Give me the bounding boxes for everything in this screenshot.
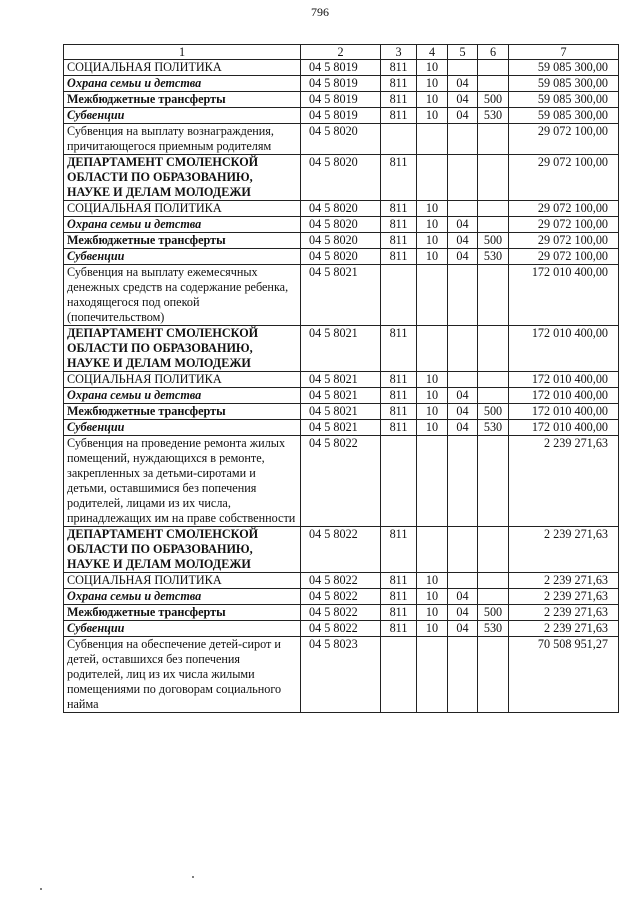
row-section xyxy=(417,326,448,372)
row-code: 04 5 8020 xyxy=(301,155,381,201)
row-name: Охрана семьи и детства xyxy=(64,388,301,404)
row-subsection: 04 xyxy=(448,388,478,404)
row-subsection: 04 xyxy=(448,76,478,92)
row-subsection: 04 xyxy=(448,404,478,420)
row-code: 04 5 8022 xyxy=(301,436,381,527)
row-name: Межбюджетные трансферты xyxy=(64,605,301,621)
row-section xyxy=(417,436,448,527)
row-name: СОЦИАЛЬНАЯ ПОЛИТИКА xyxy=(64,60,301,76)
row-grbs: 811 xyxy=(381,155,417,201)
row-code: 04 5 8020 xyxy=(301,233,381,249)
row-name: Субвенции xyxy=(64,249,301,265)
table-row xyxy=(64,326,619,372)
row-expense-type xyxy=(478,388,509,404)
row-amount: 172 010 400,00 xyxy=(509,420,619,436)
row-amount: 29 072 100,00 xyxy=(509,249,619,265)
row-section: 10 xyxy=(417,60,448,76)
row-amount: 172 010 400,00 xyxy=(509,388,619,404)
row-section: 10 xyxy=(417,108,448,124)
scan-speck xyxy=(192,876,194,878)
row-expense-type xyxy=(478,155,509,201)
row-grbs xyxy=(381,265,417,326)
row-expense-type: 530 xyxy=(478,621,509,637)
row-grbs xyxy=(381,436,417,527)
column-header: 2 xyxy=(301,45,381,60)
row-grbs: 811 xyxy=(381,60,417,76)
row-code: 04 5 8022 xyxy=(301,621,381,637)
row-amount: 29 072 100,00 xyxy=(509,155,619,201)
table-row xyxy=(64,527,619,573)
table-row xyxy=(64,388,619,404)
row-name: Охрана семьи и детства xyxy=(64,589,301,605)
row-expense-type xyxy=(478,217,509,233)
row-expense-type xyxy=(478,124,509,155)
row-amount: 2 239 271,63 xyxy=(509,527,619,573)
row-amount: 172 010 400,00 xyxy=(509,326,619,372)
row-subsection: 04 xyxy=(448,605,478,621)
row-amount: 59 085 300,00 xyxy=(509,60,619,76)
row-expense-type: 500 xyxy=(478,605,509,621)
row-code: 04 5 8023 xyxy=(301,637,381,713)
row-section: 10 xyxy=(417,420,448,436)
row-section: 10 xyxy=(417,249,448,265)
row-subsection: 04 xyxy=(448,621,478,637)
row-section: 10 xyxy=(417,621,448,637)
row-amount: 2 239 271,63 xyxy=(509,589,619,605)
row-name: Межбюджетные трансферты xyxy=(64,92,301,108)
row-amount: 59 085 300,00 xyxy=(509,108,619,124)
row-amount: 2 239 271,63 xyxy=(509,621,619,637)
row-expense-type xyxy=(478,201,509,217)
budget-table xyxy=(63,44,619,713)
row-amount: 2 239 271,63 xyxy=(509,605,619,621)
row-expense-type: 500 xyxy=(478,404,509,420)
row-code: 04 5 8019 xyxy=(301,108,381,124)
row-amount: 59 085 300,00 xyxy=(509,76,619,92)
row-grbs: 811 xyxy=(381,76,417,92)
row-subsection xyxy=(448,155,478,201)
column-header: 7 xyxy=(509,45,619,60)
row-code: 04 5 8022 xyxy=(301,527,381,573)
column-header: 3 xyxy=(381,45,417,60)
row-section: 10 xyxy=(417,388,448,404)
row-subsection xyxy=(448,60,478,76)
row-amount: 59 085 300,00 xyxy=(509,92,619,108)
row-name: Субвенция на выплату вознаграждения, причитающегося приемным родителям xyxy=(64,124,301,155)
row-expense-type xyxy=(478,326,509,372)
row-subsection: 04 xyxy=(448,92,478,108)
row-section: 10 xyxy=(417,92,448,108)
row-subsection xyxy=(448,265,478,326)
row-expense-type: 500 xyxy=(478,233,509,249)
row-subsection xyxy=(448,436,478,527)
row-subsection: 04 xyxy=(448,217,478,233)
row-amount: 172 010 400,00 xyxy=(509,404,619,420)
row-expense-type: 530 xyxy=(478,108,509,124)
row-grbs: 811 xyxy=(381,388,417,404)
row-expense-type xyxy=(478,436,509,527)
row-section: 10 xyxy=(417,201,448,217)
row-expense-type xyxy=(478,527,509,573)
table-row xyxy=(64,589,619,605)
table-row xyxy=(64,436,619,527)
column-header: 6 xyxy=(478,45,509,60)
row-subsection xyxy=(448,573,478,589)
row-expense-type xyxy=(478,372,509,388)
row-code: 04 5 8021 xyxy=(301,420,381,436)
row-grbs: 811 xyxy=(381,249,417,265)
table-row xyxy=(64,404,619,420)
row-expense-type: 530 xyxy=(478,420,509,436)
row-code: 04 5 8021 xyxy=(301,388,381,404)
column-header: 4 xyxy=(417,45,448,60)
table-row xyxy=(64,249,619,265)
row-name: Охрана семьи и детства xyxy=(64,217,301,233)
row-section: 10 xyxy=(417,217,448,233)
row-section: 10 xyxy=(417,404,448,420)
table-row xyxy=(64,76,619,92)
row-code: 04 5 8019 xyxy=(301,60,381,76)
row-subsection xyxy=(448,326,478,372)
row-name: СОЦИАЛЬНАЯ ПОЛИТИКА xyxy=(64,573,301,589)
column-header: 1 xyxy=(64,45,301,60)
row-grbs: 811 xyxy=(381,573,417,589)
row-amount: 172 010 400,00 xyxy=(509,265,619,326)
row-code: 04 5 8022 xyxy=(301,573,381,589)
row-grbs xyxy=(381,124,417,155)
table-row xyxy=(64,92,619,108)
row-amount: 172 010 400,00 xyxy=(509,372,619,388)
row-name: СОЦИАЛЬНАЯ ПОЛИТИКА xyxy=(64,372,301,388)
row-section xyxy=(417,124,448,155)
scan-speck xyxy=(40,888,42,890)
row-amount: 29 072 100,00 xyxy=(509,233,619,249)
table-row xyxy=(64,124,619,155)
row-name: Субвенции xyxy=(64,621,301,637)
row-name: ДЕПАРТАМЕНТ СМОЛЕНСКОЙ ОБЛАСТИ ПО ОБРАЗОВАНИЮ, НАУКЕ И ДЕЛАМ МОЛОДЕЖИ xyxy=(64,326,301,372)
row-grbs: 811 xyxy=(381,589,417,605)
row-section xyxy=(417,527,448,573)
row-name: Субвенция на проведение ремонта жилых помещений, нуждающихся в ремонте, закрепленных за детьми-сиротами и детьми, оставшимися без попечения родителей, лицами из их числа, принадлежащих им на праве собственности xyxy=(64,436,301,527)
row-amount: 29 072 100,00 xyxy=(509,217,619,233)
row-grbs: 811 xyxy=(381,605,417,621)
row-section: 10 xyxy=(417,76,448,92)
table-row xyxy=(64,217,619,233)
table-row xyxy=(64,233,619,249)
row-section: 10 xyxy=(417,573,448,589)
row-code: 04 5 8021 xyxy=(301,326,381,372)
row-code: 04 5 8020 xyxy=(301,217,381,233)
row-subsection xyxy=(448,124,478,155)
row-name: Субвенции xyxy=(64,420,301,436)
row-code: 04 5 8020 xyxy=(301,201,381,217)
row-section: 10 xyxy=(417,605,448,621)
row-section xyxy=(417,265,448,326)
table-row xyxy=(64,573,619,589)
row-grbs: 811 xyxy=(381,108,417,124)
row-code: 04 5 8019 xyxy=(301,92,381,108)
row-grbs: 811 xyxy=(381,201,417,217)
row-name: Межбюджетные трансферты xyxy=(64,233,301,249)
table-row xyxy=(64,372,619,388)
row-subsection xyxy=(448,637,478,713)
row-section xyxy=(417,637,448,713)
row-subsection: 04 xyxy=(448,249,478,265)
row-grbs: 811 xyxy=(381,92,417,108)
row-expense-type xyxy=(478,573,509,589)
row-expense-type xyxy=(478,637,509,713)
row-amount: 70 508 951,27 xyxy=(509,637,619,713)
row-expense-type xyxy=(478,76,509,92)
table-row xyxy=(64,420,619,436)
row-subsection: 04 xyxy=(448,589,478,605)
row-amount: 29 072 100,00 xyxy=(509,201,619,217)
row-subsection xyxy=(448,372,478,388)
column-number-row xyxy=(64,45,619,60)
row-subsection xyxy=(448,201,478,217)
table-row xyxy=(64,201,619,217)
row-expense-type xyxy=(478,265,509,326)
table-row xyxy=(64,108,619,124)
row-name: Субвенции xyxy=(64,108,301,124)
row-grbs: 811 xyxy=(381,621,417,637)
row-section: 10 xyxy=(417,589,448,605)
row-expense-type xyxy=(478,589,509,605)
row-code: 04 5 8020 xyxy=(301,249,381,265)
row-code: 04 5 8022 xyxy=(301,605,381,621)
row-expense-type: 530 xyxy=(478,249,509,265)
row-code: 04 5 8021 xyxy=(301,372,381,388)
row-name: Охрана семьи и детства xyxy=(64,76,301,92)
table-row xyxy=(64,621,619,637)
row-code: 04 5 8022 xyxy=(301,589,381,605)
row-subsection: 04 xyxy=(448,420,478,436)
table-row xyxy=(64,605,619,621)
row-grbs: 811 xyxy=(381,372,417,388)
table-row xyxy=(64,637,619,713)
row-amount: 2 239 271,63 xyxy=(509,573,619,589)
row-section: 10 xyxy=(417,372,448,388)
row-code: 04 5 8020 xyxy=(301,124,381,155)
row-grbs: 811 xyxy=(381,527,417,573)
row-subsection: 04 xyxy=(448,233,478,249)
row-code: 04 5 8021 xyxy=(301,265,381,326)
row-expense-type: 500 xyxy=(478,92,509,108)
row-subsection: 04 xyxy=(448,108,478,124)
row-grbs: 811 xyxy=(381,217,417,233)
table-row xyxy=(64,155,619,201)
row-code: 04 5 8021 xyxy=(301,404,381,420)
row-expense-type xyxy=(478,60,509,76)
row-amount: 29 072 100,00 xyxy=(509,124,619,155)
row-name: Субвенция на обеспечение детей-сирот и детей, оставшихся без попечения родителей, лиц из их числа жилыми помещениями по договорам социального найма xyxy=(64,637,301,713)
row-grbs: 811 xyxy=(381,233,417,249)
column-header: 5 xyxy=(448,45,478,60)
row-name: ДЕПАРТАМЕНТ СМОЛЕНСКОЙ ОБЛАСТИ ПО ОБРАЗОВАНИЮ, НАУКЕ И ДЕЛАМ МОЛОДЕЖИ xyxy=(64,527,301,573)
row-section xyxy=(417,155,448,201)
row-grbs xyxy=(381,637,417,713)
table-row xyxy=(64,60,619,76)
row-name: Межбюджетные трансферты xyxy=(64,404,301,420)
row-amount: 2 239 271,63 xyxy=(509,436,619,527)
row-section: 10 xyxy=(417,233,448,249)
page-number: 796 xyxy=(311,5,329,19)
row-name: Субвенция на выплату ежемесячных денежных средств на содержание ребенка, находящегося под опекой (попечительством) xyxy=(64,265,301,326)
row-name: СОЦИАЛЬНАЯ ПОЛИТИКА xyxy=(64,201,301,217)
row-grbs: 811 xyxy=(381,420,417,436)
row-grbs: 811 xyxy=(381,404,417,420)
row-subsection xyxy=(448,527,478,573)
row-name: ДЕПАРТАМЕНТ СМОЛЕНСКОЙ ОБЛАСТИ ПО ОБРАЗОВАНИЮ, НАУКЕ И ДЕЛАМ МОЛОДЕЖИ xyxy=(64,155,301,201)
row-code: 04 5 8019 xyxy=(301,76,381,92)
table-row xyxy=(64,265,619,326)
row-grbs: 811 xyxy=(381,326,417,372)
